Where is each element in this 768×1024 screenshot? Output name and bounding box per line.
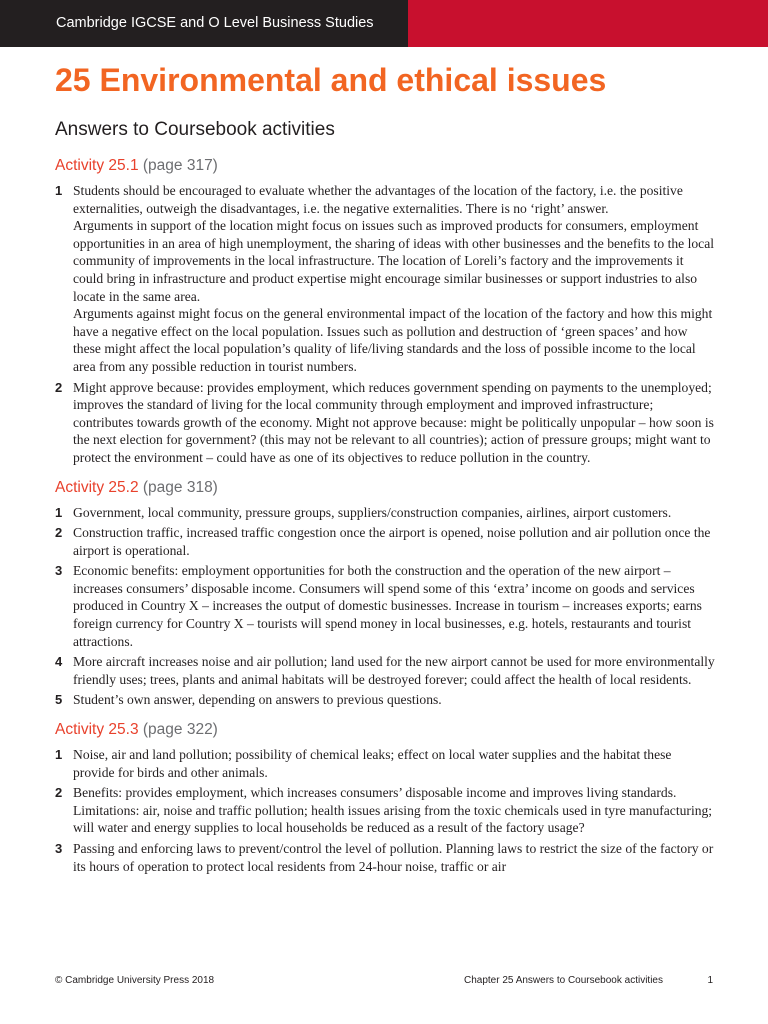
- answer-number: 2: [55, 785, 63, 801]
- activity-name: Activity 25.1: [55, 157, 139, 174]
- activity-heading: [55, 479, 715, 497]
- answer-number: 4: [55, 654, 63, 670]
- footer-chapter-label: Chapter 25 Answers to Coursebook activities: [464, 975, 663, 986]
- chapter-title: 25 Environmental and ethical issues: [55, 62, 607, 98]
- answer-number: 5: [55, 692, 63, 708]
- activity-name: Activity 25.2: [55, 478, 139, 496]
- page-number: 1: [707, 975, 713, 986]
- answer-item: [55, 504, 715, 522]
- answers-content: [55, 157, 715, 878]
- answer-item: [55, 524, 715, 559]
- answer-item: [55, 653, 715, 688]
- answer-text: Benefits: provides employment, which increases consumers’ disposable income and improves living standards. Limitations: air, noise and traffic pollution; health issues arising from the toxic chemicals used in tyre manufacturing; will water and energy supplies to local households be reduced as a result of the factory usage?: [73, 785, 713, 836]
- answer-text: Passing and enforcing laws to prevent/control the level of pollution. Planning laws to restrict the size of the factory or its hours of operation to protect local residents from 24-hour noise, traffic or air: [73, 841, 714, 874]
- answer-item: [55, 840, 715, 875]
- book-title: Cambridge IGCSE and O Level Business Studies: [56, 15, 374, 31]
- answer-text: Economic benefits: employment opportunities for both the construction and the operation of the new airport – increases consumers’ disposable income. Consumers will spend some of this ‘extra’ income on goods and services produced in Country X – increases the output of domestic businesses. Increase in tourism – increases exports; earns foreign currency for Country X – tourists will spend money in local businesses, e.g. hotels, restaurants and tourist attractions.: [73, 563, 702, 649]
- activity-heading: [55, 721, 715, 739]
- activity-name: Activity 25.3: [55, 721, 139, 739]
- answer-text: Student’s own answer, depending on answers to previous questions.: [73, 692, 442, 708]
- answer-number: 2: [55, 379, 63, 395]
- answer-text: Arguments in support of the location might focus on issues such as improved products for consumers, employment opportunities in an area of high unemployment, the sharing of ideas with other businesses and the benefits to the local community of improvements in the local infrastructure. The location of Loreli’s factory and the improvements it could bring in infrastructure and product expertise might encourage similar businesses or support industries to also locate in the same area.: [73, 218, 715, 304]
- answer-text: Construction traffic, increased traffic congestion once the airport is opened, noise pollution and air pollution once the airport is operational.: [73, 525, 711, 558]
- answer-text: More aircraft increases noise and air pollution; land used for the new airport cannot be used for more environmentally friendly uses; trees, plants and animal habitats will be destroyed forever; could affect the health of local residents.: [73, 654, 715, 687]
- answer-number: 2: [55, 525, 63, 541]
- activity-section: [55, 157, 715, 467]
- banner-red-segment: [408, 0, 768, 47]
- activity-heading: [55, 157, 715, 175]
- activity-section: [55, 479, 715, 710]
- answer-text: Might approve because: provides employment, which reduces government spending on payments to the unemployed; improves the standard of living for the local community through employment and improved infrastructure; contributes towards growth of the economy. Might not approve because: might be politically unpopular – how soon is the next election for government? (this may not be relevant to all countries); action of pressure groups; might want to protect the environment – could have as one of its objectives to reduce pollution in the country.: [73, 379, 714, 465]
- top-banner: [0, 0, 768, 47]
- answer-number: 3: [55, 563, 63, 579]
- answer-text: Students should be encouraged to evaluate whether the advantages of the location of the factory, i.e. the positive externalities, outweigh the disadvantages, i.e. the negative externalities. There is no ‘right’ answer.: [73, 183, 683, 216]
- page-footer: [55, 975, 713, 991]
- answer-item: [55, 379, 715, 467]
- section-subtitle: Answers to Coursebook activities: [55, 119, 335, 140]
- answer-item: [55, 746, 715, 781]
- answer-number: 3: [55, 841, 63, 856]
- answer-number: 1: [55, 183, 63, 198]
- answer-item: [55, 691, 715, 709]
- answer-number: 1: [55, 747, 63, 763]
- activity-page-ref: (page 322): [142, 721, 218, 739]
- answer-text: Noise, air and land pollution; possibility of chemical leaks; effect on local water supplies and the habitat these provide for birds and other animals.: [73, 747, 672, 780]
- answer-item: [55, 562, 715, 650]
- answer-item: [55, 784, 715, 837]
- activity-section: [55, 721, 715, 875]
- answer-text: Government, local community, pressure groups, suppliers/construction companies, airlines, airport customers.: [73, 504, 672, 520]
- activity-page-ref: (page 318): [142, 478, 218, 496]
- answer-text: Arguments against might focus on the general environmental impact of the location of the factory and how this might have a negative effect on the local population. Issues such as pollution and destruction of ‘green spaces’ and how these might affect the local population’s quality of life/living standards and the loss of possible income to the local area from any possible reduction in tourist numbers.: [73, 306, 713, 374]
- answer-item: [55, 182, 715, 376]
- activity-page-ref: (page 317): [142, 157, 218, 174]
- copyright-notice: © Cambridge University Press 2018: [55, 975, 215, 986]
- answer-number: 1: [55, 504, 63, 520]
